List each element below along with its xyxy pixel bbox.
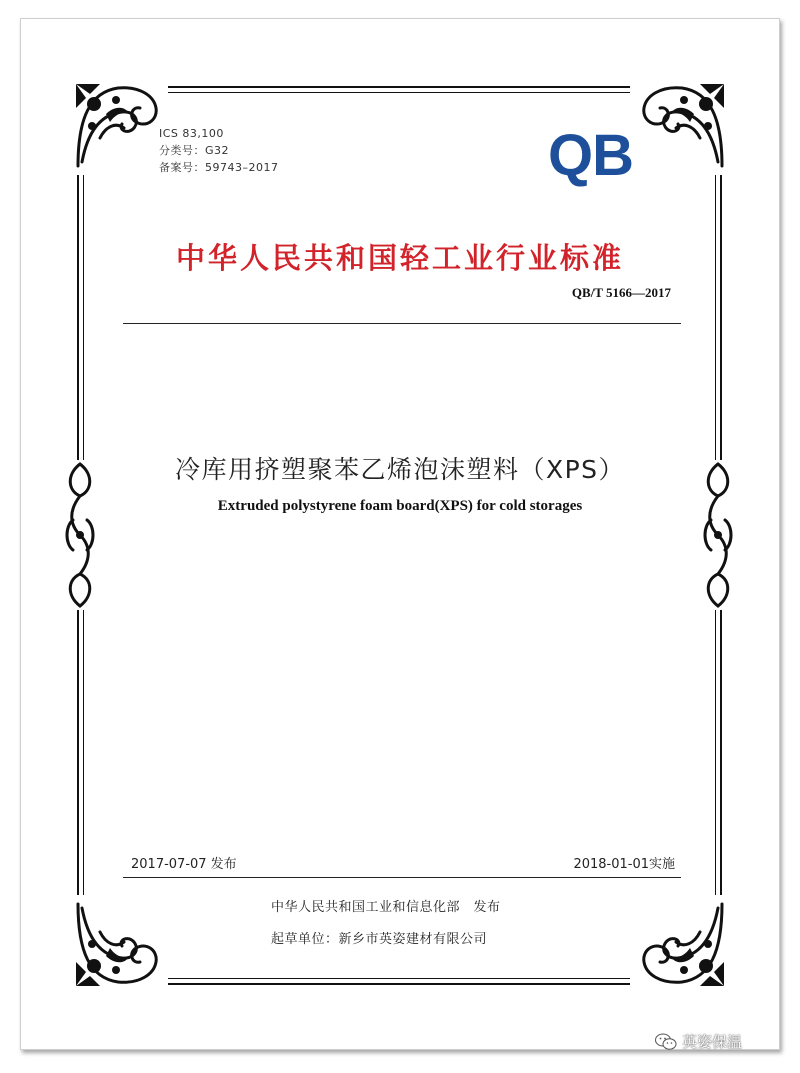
frame-top-outer: [168, 86, 630, 88]
frame-top-inner: [168, 92, 630, 93]
header-divider: [123, 323, 681, 324]
frame-bottom-inner: [168, 978, 630, 979]
document-title-cn: 冷库用挤塑聚苯乙烯泡沫塑料（XPS）: [174, 455, 626, 484]
record-number: 备案号：59743–2017: [159, 161, 279, 174]
issuing-authority: 中华人民共和国工业和信息化部 发布: [271, 900, 501, 915]
classification-number: 分类号：G32: [159, 144, 230, 157]
wechat-icon: [655, 1033, 677, 1051]
publish-date: 2017-07-07 发布: [131, 857, 237, 872]
ics-code: ICS 83,100: [159, 127, 224, 140]
footer-divider: [123, 877, 681, 878]
corner-ornament-bottom-left: [70, 902, 160, 992]
standard-metadata: [159, 125, 279, 176]
corner-ornament-top-right: [640, 78, 730, 168]
watermark: [655, 1031, 742, 1052]
qb-logo: QB: [548, 123, 633, 188]
standard-number: QB/T 5166—2017: [571, 285, 671, 300]
corner-ornament-bottom-right: [640, 902, 730, 992]
effective-date: 2018-01-01实施: [573, 857, 675, 872]
drafting-unit: 起草单位：新乡市英姿建材有限公司: [271, 932, 488, 947]
frame-bottom-outer: [168, 983, 630, 985]
corner-ornament-top-left: [70, 78, 160, 168]
watermark-text: 英姿保温: [682, 1033, 743, 1051]
document-title-en: Extruded polystyrene foam board(XPS) for cold storages: [217, 498, 583, 514]
page-title: 中华人民共和国轻工业行业标准: [175, 241, 624, 275]
